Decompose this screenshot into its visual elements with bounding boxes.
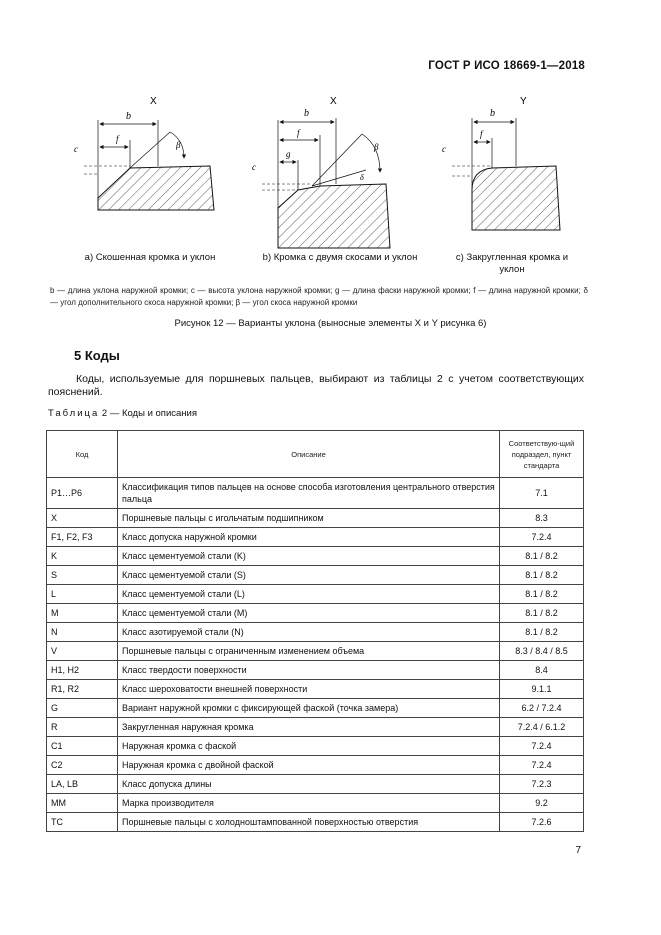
cell-code: TC [47,813,118,832]
section-text: Коды, используемые для поршневых пальцев, выбирают из таблицы 2 с учетом соответствующих пояснений. [48,373,584,398]
cell-reference: 8.3 / 8.4 / 8.5 [500,642,584,661]
cell-description: Класс цементуемой стали (S) [118,566,500,585]
svg-text:c: c [74,144,78,154]
view-b-label: X [330,96,337,107]
cell-reference: 8.1 / 8.2 [500,623,584,642]
cell-description: Класс цементуемой стали (K) [118,547,500,566]
view-c [442,96,560,230]
cell-reference: 8.4 [500,661,584,680]
cell-code: F1, F2, F3 [47,528,118,547]
svg-text:b: b [126,111,131,122]
cell-description: Поршневые пальцы с холодноштампованной поверхностью отверстия [118,813,500,832]
cell-reference: 8.1 / 8.2 [500,585,584,604]
figure-title: Рисунок 12 — Варианты уклона (выносные элементы X и Y рисунка 6) [174,318,487,329]
table-row [47,604,584,623]
view-a [74,96,214,210]
header-description: Описание [118,431,500,478]
cell-reference: 7.2.4 / 6.1.2 [500,718,584,737]
cell-description: Класс допуска длины [118,775,500,794]
cell-code: S [47,566,118,585]
cell-description: Класс твердости поверхности [118,661,500,680]
table-row [47,813,584,832]
cell-reference: 9.2 [500,794,584,813]
document-header: ГОСТ Р ИСО 18669-1—2018 [428,60,585,72]
cell-code: LA, LB [47,775,118,794]
section-title: 5 Коды [74,348,120,363]
cell-code: MM [47,794,118,813]
header-reference: Соответствую-щий подраздел, пункт стандарта [500,431,584,478]
svg-text:f: f [297,128,300,138]
figure-drawing [40,90,630,270]
table-row [47,566,584,585]
cell-description: Наружная кромка с двойной фаской [118,756,500,775]
cell-reference: 6.2 / 7.2.4 [500,699,584,718]
cell-code: L [47,585,118,604]
table-row [47,699,584,718]
table-row [47,478,584,509]
caption-c: c) Закругленная кромка и уклон [455,252,569,275]
table-row [47,528,584,547]
cell-description: Вариант наружной кромки с фиксирующей фаской (точка замера) [118,699,500,718]
table-caption-rest: 2 — Коды и описания [101,408,197,419]
cell-reference: 7.2.4 [500,737,584,756]
cell-description: Поршневые пальцы с ограниченным изменением объема [118,642,500,661]
svg-text:g: g [286,149,291,159]
cell-code: C1 [47,737,118,756]
table-row [47,756,584,775]
cell-description: Класс допуска наружной кромки [118,528,500,547]
cell-code: C2 [47,756,118,775]
cell-code: G [47,699,118,718]
figure-legend: b — длина уклона наружной кромки; c — высота уклона наружной кромки; g — длина фаски наружной кромки; f — длина наружной кромки; δ — угол дополнительного скоса наружной кромки; β — угол скоса наружной кромки [50,286,588,307]
caption-a: а) Скошенная кромка и уклон [84,252,216,263]
cell-code: R1, R2 [47,680,118,699]
svg-text:c: c [252,162,256,172]
cell-description: Классификация типов пальцев на основе способа изготовления центрального отверстия пальца [118,478,500,509]
cell-description: Поршневые пальцы с игольчатым подшипником [118,509,500,528]
table-row [47,737,584,756]
cell-reference: 7.2.3 [500,775,584,794]
figure-12 [40,90,630,290]
cell-reference: 8.1 / 8.2 [500,547,584,566]
codes-table [46,430,584,832]
table-caption [48,408,197,419]
cell-code: V [47,642,118,661]
cell-code: K [47,547,118,566]
svg-text:f: f [480,129,483,139]
table-row [47,642,584,661]
view-c-label: Y [520,96,527,107]
cell-description: Класс азотируемой стали (N) [118,623,500,642]
view-a-label: X [150,96,157,107]
caption-b: b) Кромка с двумя скосами и уклон [262,252,418,263]
table-row [47,585,584,604]
svg-text:b: b [304,108,309,119]
cell-code: P1…P6 [47,478,118,509]
cell-code: X [47,509,118,528]
cell-description: Класс цементуемой стали (L) [118,585,500,604]
table-row [47,623,584,642]
cell-code: M [47,604,118,623]
table-row [47,509,584,528]
cell-reference: 7.2.4 [500,756,584,775]
cell-reference: 7.2.4 [500,528,584,547]
header-code: Код [47,431,118,478]
svg-text:b: b [490,108,495,119]
svg-text:δ: δ [360,173,364,182]
table-caption-word: Таблица [48,408,100,419]
cell-code: R [47,718,118,737]
cell-description: Наружная кромка с фаской [118,737,500,756]
svg-text:β: β [374,142,379,152]
table-row [47,794,584,813]
svg-text:c: c [442,144,446,154]
table-row [47,661,584,680]
svg-text:β: β [176,140,181,150]
cell-reference: 7.1 [500,478,584,509]
cell-code: H1, H2 [47,661,118,680]
cell-description: Марка производителя [118,794,500,813]
svg-text:f: f [116,134,119,144]
cell-reference: 7.2.6 [500,813,584,832]
cell-code: N [47,623,118,642]
view-b [252,96,390,248]
cell-description: Класс цементуемой стали (M) [118,604,500,623]
cell-description: Закругленная наружная кромка [118,718,500,737]
cell-reference: 9.1.1 [500,680,584,699]
table-row [47,680,584,699]
page-number: 7 [575,845,581,856]
cell-reference: 8.1 / 8.2 [500,604,584,623]
table-row [47,547,584,566]
cell-description: Класс шероховатости внешней поверхности [118,680,500,699]
cell-reference: 8.3 [500,509,584,528]
cell-reference: 8.1 / 8.2 [500,566,584,585]
table-row [47,775,584,794]
table-row [47,718,584,737]
